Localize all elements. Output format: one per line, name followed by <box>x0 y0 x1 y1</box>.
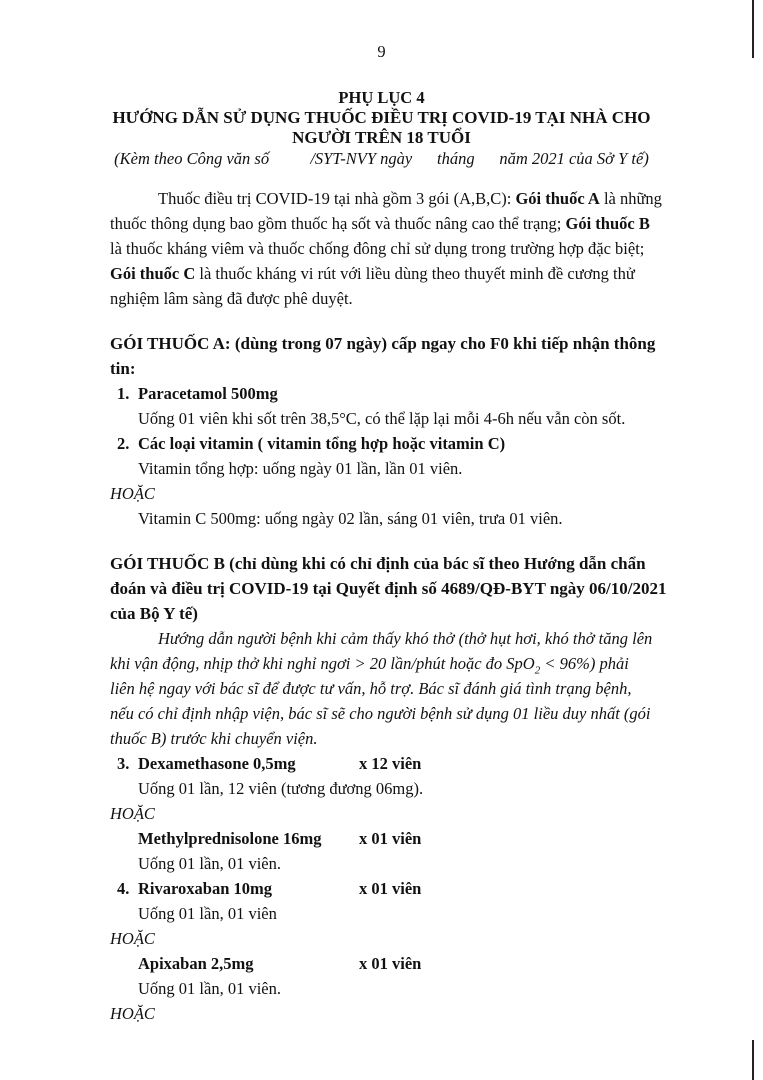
drug-dose: x 01 viên <box>359 829 422 848</box>
scan-edge-line <box>752 1040 754 1080</box>
drug-rivaroxaban: Rivaroxaban 10mg <box>138 879 272 898</box>
package-b-note <box>110 654 629 676</box>
drug-methylprednisolone: Methylprednisolone 16mg <box>138 829 322 848</box>
item-number: 4. <box>117 879 130 898</box>
drug-dexamethasone: Dexamethasone 0,5mg <box>138 754 296 773</box>
intro-line-3: là thuốc kháng viêm và thuốc chống đông chỉ sử dụng trong trường hợp đặc biệt; <box>110 239 645 258</box>
intro-text: thuốc thông dụng bao gồm thuốc hạ sốt và thuốc nâng cao thể trạng; <box>110 214 566 233</box>
drug-usage-alt: Vitamin C 500mg: uống ngày 02 lần, sáng 01 viên, trưa 01 viên. <box>138 509 563 528</box>
drug-paracetamol: Paracetamol 500mg <box>138 384 278 403</box>
intro-text: là những <box>599 189 662 208</box>
document-title-line2: NGƯỜI TRÊN 18 TUỔI <box>292 128 471 147</box>
package-b-note: Hướng dẫn người bệnh khi cảm thấy khó thở (thở hụt hơi, khó thở tăng lên <box>158 629 653 648</box>
package-a-title: GÓI THUỐC A: (dùng trong 07 ngày) cấp ngay cho F0 khi tiếp nhận thông <box>110 334 656 353</box>
or-label: HOẶC <box>110 929 155 948</box>
subscript: 2 <box>534 664 541 677</box>
intro-line-4 <box>110 264 635 284</box>
or-label: HOẶC <box>110 1004 155 1023</box>
drug-usage: Uống 01 lần, 01 viên <box>138 904 277 923</box>
drug-apixaban: Apixaban 2,5mg <box>138 954 254 973</box>
appendix-label: PHỤ LỤC 4 <box>338 88 425 107</box>
document-title-line1: HƯỚNG DẪN SỬ DỤNG THUỐC ĐIỀU TRỊ COVID-19 TẠI NHÀ CHO <box>112 108 651 127</box>
package-a-title-cont: tin: <box>110 359 136 378</box>
scan-edge-line <box>752 0 754 58</box>
intro-text: Thuốc điều trị COVID-19 tại nhà gồm 3 gói (A,B,C): <box>158 189 516 208</box>
item-number: 3. <box>117 754 130 773</box>
intro-package-b: Gói thuốc B <box>565 214 650 233</box>
item-number: 2. <box>117 434 130 453</box>
intro-package-a: Gói thuốc A <box>515 189 600 208</box>
package-b-title-cont: của Bộ Y tế) <box>110 604 198 623</box>
or-label: HOẶC <box>110 484 155 503</box>
or-label: HOẶC <box>110 804 155 823</box>
drug-usage: Vitamin tổng hợp: uống ngày 01 lần, lần 01 viên. <box>138 459 463 478</box>
drug-dose: x 01 viên <box>359 954 422 973</box>
note-text: < 96%) phải <box>540 654 629 673</box>
intro-line-2 <box>110 214 650 234</box>
drug-usage: Uống 01 lần, 12 viên (tương đương 06mg). <box>138 779 424 798</box>
package-b-title: GÓI THUỐC B (chỉ dùng khi có chỉ định của bác sĩ theo Hướng dẫn chẩn <box>110 554 646 573</box>
drug-dose: x 12 viên <box>359 754 422 773</box>
intro-package-c: Gói thuốc C <box>110 264 196 283</box>
intro-text: là thuốc kháng vi rút với liều dùng theo thuyết minh đề cương thử <box>195 264 635 283</box>
package-b-note: thuốc B) trước khi chuyển viện. <box>110 729 318 748</box>
package-b-note: liên hệ ngay với bác sĩ để được tư vấn, hỗ trợ. Bác sĩ đánh giá tình trạng bệnh, <box>110 679 632 698</box>
document-subtitle: (Kèm theo Công văn số /SYT-NVY ngày tháng năm 2021 của Sở Y tế) <box>114 149 649 168</box>
drug-vitamins: Các loại vitamin ( vitamin tổng hợp hoặc vitamin C) <box>138 434 506 453</box>
drug-dose: x 01 viên <box>359 879 422 898</box>
intro-line-5: nghiệm lâm sàng đã được phê duyệt. <box>110 289 353 308</box>
drug-usage: Uống 01 lần, 01 viên. <box>138 979 281 998</box>
page-number: 9 <box>377 42 386 61</box>
note-text: khi vận động, nhịp thở khi nghỉ ngơi > 20 lần/phút hoặc đo SpO <box>110 654 535 673</box>
package-b-note: nếu có chỉ định nhập viện, bác sĩ sẽ cho người bệnh sử dụng 01 liều duy nhất (gói <box>110 704 651 723</box>
drug-usage: Uống 01 lần, 01 viên. <box>138 854 281 873</box>
intro-line-1 <box>158 189 662 209</box>
drug-usage: Uống 01 viên khi sốt trên 38,5°C, có thể lặp lại mỗi 4-6h nếu vẫn còn sốt. <box>138 409 626 428</box>
package-b-title-cont: đoán và điều trị COVID-19 tại Quyết định số 4689/QĐ-BYT ngày 06/10/2021 <box>110 579 667 598</box>
item-number: 1. <box>117 384 130 403</box>
